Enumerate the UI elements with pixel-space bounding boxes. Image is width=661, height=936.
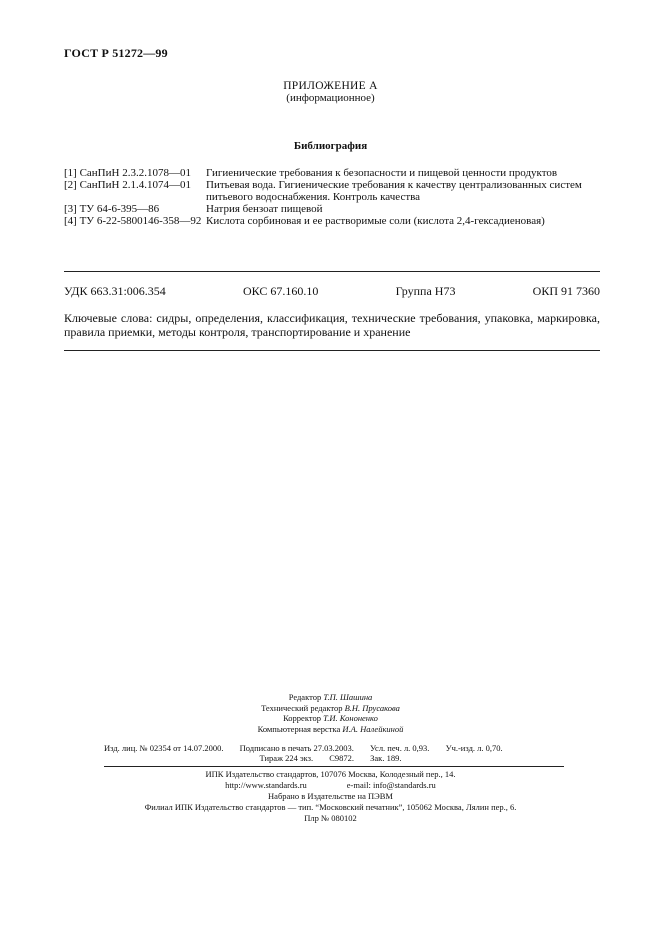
annex-subtitle: (информационное) (286, 92, 375, 104)
list-item (64, 167, 604, 179)
credits (0, 692, 661, 734)
credit-name: И.А. Налейкиной (342, 723, 404, 734)
license: Изд. лиц. № 02354 от 14.07.2000. (104, 743, 224, 753)
keywords-text: сидры, определения, классификация, технические требования, упаковка, маркировка, правила приемки, методы контроля, транспортирование и хранение (64, 311, 600, 339)
publisher-contacts (0, 780, 661, 791)
imprint-line (104, 743, 503, 753)
circulation: Тираж 224 экз. (259, 753, 314, 763)
keywords (64, 311, 600, 339)
udk-code: УДК 663.31:006.354 (64, 284, 166, 298)
credit-role: Компьютерная верстка (257, 723, 341, 734)
divider (104, 766, 564, 767)
pub-sheets: Уч.-изд. л. 0,70. (445, 743, 503, 753)
okp-code: ОКП 91 7360 (532, 284, 600, 298)
print-sheets: Усл. печ. л. 0,93. (370, 743, 430, 753)
bibliography-text: Питьевая вода. Гигиенические требования к качеству централизованных систем питьевого водоснабжения. Контроль качества (206, 179, 582, 203)
standard-number: ГОСТ Р 51272—99 (64, 46, 168, 60)
credit-role: Корректор (283, 713, 321, 723)
credit-corrector (0, 713, 661, 724)
bibliography-text: Натрия бензоат пищевой (206, 203, 323, 215)
oks-code: ОКС 67.160.10 (243, 284, 319, 298)
annex-title: ПРИЛОЖЕНИЕ А (283, 80, 378, 92)
bibliography-text: Гигиенические требования к безопасности и пищевой ценности продуктов (206, 167, 558, 179)
imprint-line (0, 753, 661, 763)
bibliography-ref: [3] ТУ 64-6-395—86 (64, 203, 160, 215)
divider (64, 350, 600, 351)
credit-tech-editor (0, 703, 661, 714)
bibliography-list (64, 167, 604, 227)
publisher-email: e-mail: info@standards.ru (346, 780, 436, 790)
credit-layout (0, 724, 661, 735)
publisher-website: http://www.standards.ru (225, 780, 307, 790)
credit-role: Редактор (288, 692, 322, 702)
classification-codes (64, 284, 600, 299)
credit-name: Т.П. Шашина (323, 692, 373, 702)
typeset-note: Набрано в Издательстве на ПЭВМ (268, 791, 393, 801)
keywords-label: Ключевые слова: (64, 311, 153, 325)
printing-license: Плр № 080102 (304, 813, 357, 823)
list-item (64, 203, 604, 215)
credit-role: Технический редактор (261, 702, 343, 713)
credit-name: В.Н. Прусакова (344, 702, 400, 713)
bibliography-ref: [4] ТУ 6-22-5800146-358—92 (64, 215, 202, 227)
bibliography-ref: [1] СанПиН 2.3.2.1078—01 (64, 167, 191, 179)
group-code: Группа Н73 (395, 284, 456, 298)
printing-branch: Филиал ИПК Издательство стандартов — тип. “Московский печатник”, 105062 Москва, Лялин пер., 6. (144, 802, 517, 812)
publisher-address: ИПК Издательство стандартов, 107076 Москва, Колодезный пер., 14. (205, 769, 456, 779)
bibliography-ref: [2] СанПиН 2.1.4.1074—01 (64, 179, 191, 191)
print-code: С9872. (329, 753, 355, 763)
credit-editor (0, 692, 661, 703)
bibliography-title: Библиография (293, 140, 368, 152)
order-number: Зак. 189. (370, 753, 402, 763)
divider (64, 271, 600, 272)
bibliography-text: Кислота сорбиновая и ее растворимые соли (кислота 2,4-гексадиеновая) (206, 215, 545, 227)
list-item (64, 215, 604, 227)
list-item (64, 179, 604, 203)
publisher-info (0, 769, 661, 824)
credit-name: Т.И. Кононенко (323, 713, 378, 723)
signed-date: Подписано в печать 27.03.2003. (239, 743, 354, 753)
